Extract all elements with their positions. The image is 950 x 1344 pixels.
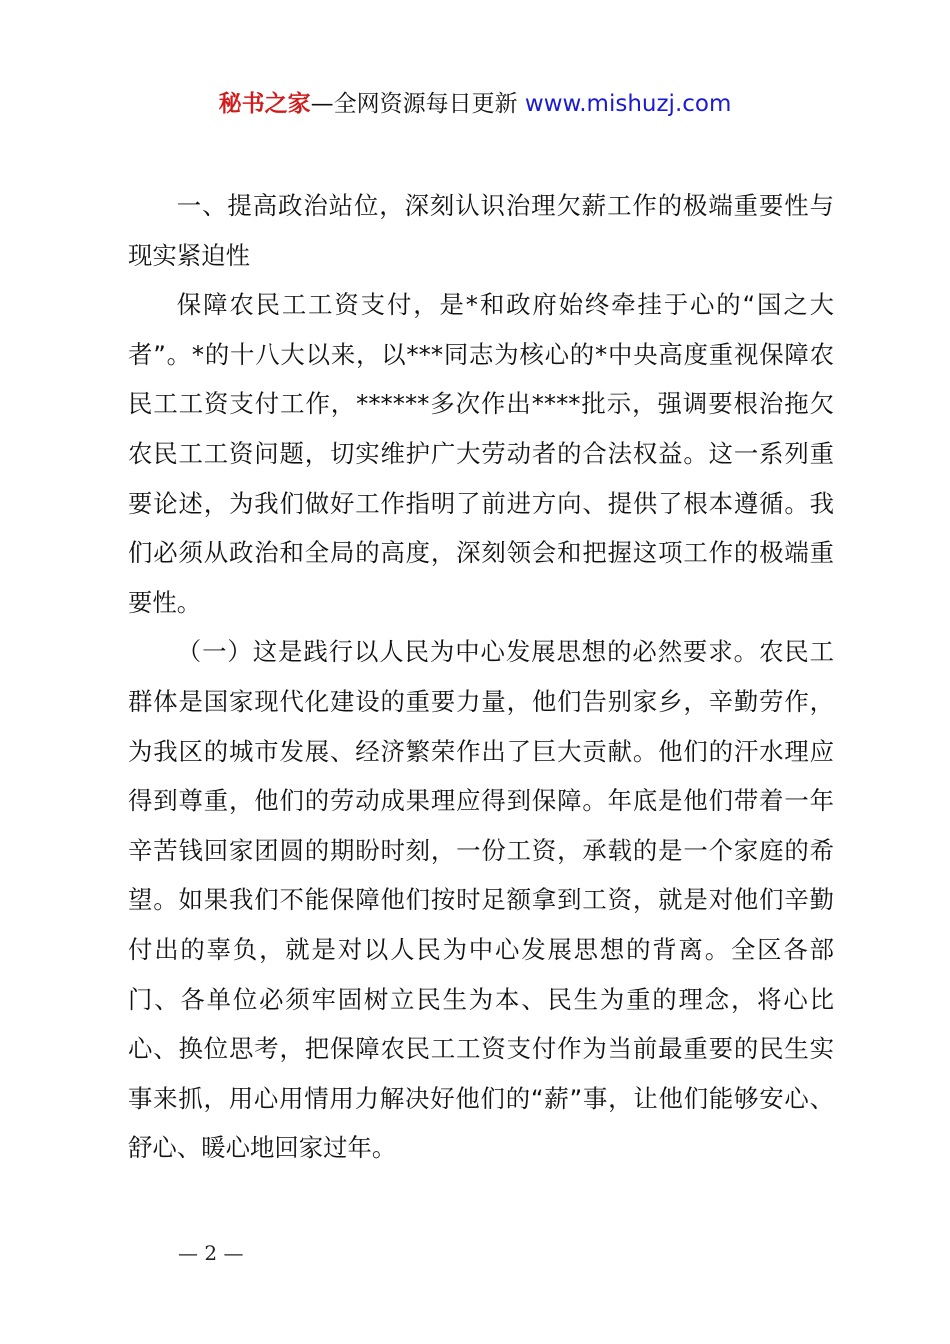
page-header <box>0 86 950 122</box>
page-number: — 2 — <box>178 1241 244 1265</box>
section-heading: 一、提高政治站位，深刻认识治理欠薪工作的极端重要性与现实紧迫性 <box>128 191 834 270</box>
body-paragraph: 保障农民工工资支付，是*和政府始终牵挂于心的“国之大者”。*的十八大以来，以***同志为核心的*中央高度重视保障农民工工资支付工作，******多次作出****批示，强调要根治拖欠农民工工资问题，切实维护广大劳动者的合法权益。这一系列重要论述，为我们做好工作指明了前进方向、提供了根本遵循。我们必须从政治和全局的高度，深刻领会和把握这项工作的极端重要性。 <box>128 290 834 617</box>
document-body <box>128 181 834 1173</box>
body-paragraph: （一）这是践行以人民为中心发展思想的必然要求。农民工群体是国家现代化建设的重要力量，他们告别家乡，辛勤劳作，为我区的城市发展、经济繁荣作出了巨大贡献。他们的汗水理应得到尊重，他们的劳动成果理应得到保障。年底是他们带着一年辛苦钱回家团圆的期盼时刻，一份工资，承载的是一个家庭的希望。如果我们不能保障他们按时足额拿到工资，就是对他们辛勤付出的辜负，就是对以人民为中心发展思想的背离。全区各部门、各单位必须牢固树立民生为本、民生为重的理念，将心比心、换位思考，把保障农民工工资支付作为当前最重要的民生实事来抓，用心用情用力解决好他们的“薪”事，让他们能够安心、舒心、暖心地回家过年。 <box>128 637 834 1163</box>
website-link[interactable]: www.mishuzj.com <box>524 91 732 117</box>
brand-name: 秘书之家 <box>218 91 311 117</box>
header-slogan: —全网资源每日更新 <box>310 91 525 117</box>
